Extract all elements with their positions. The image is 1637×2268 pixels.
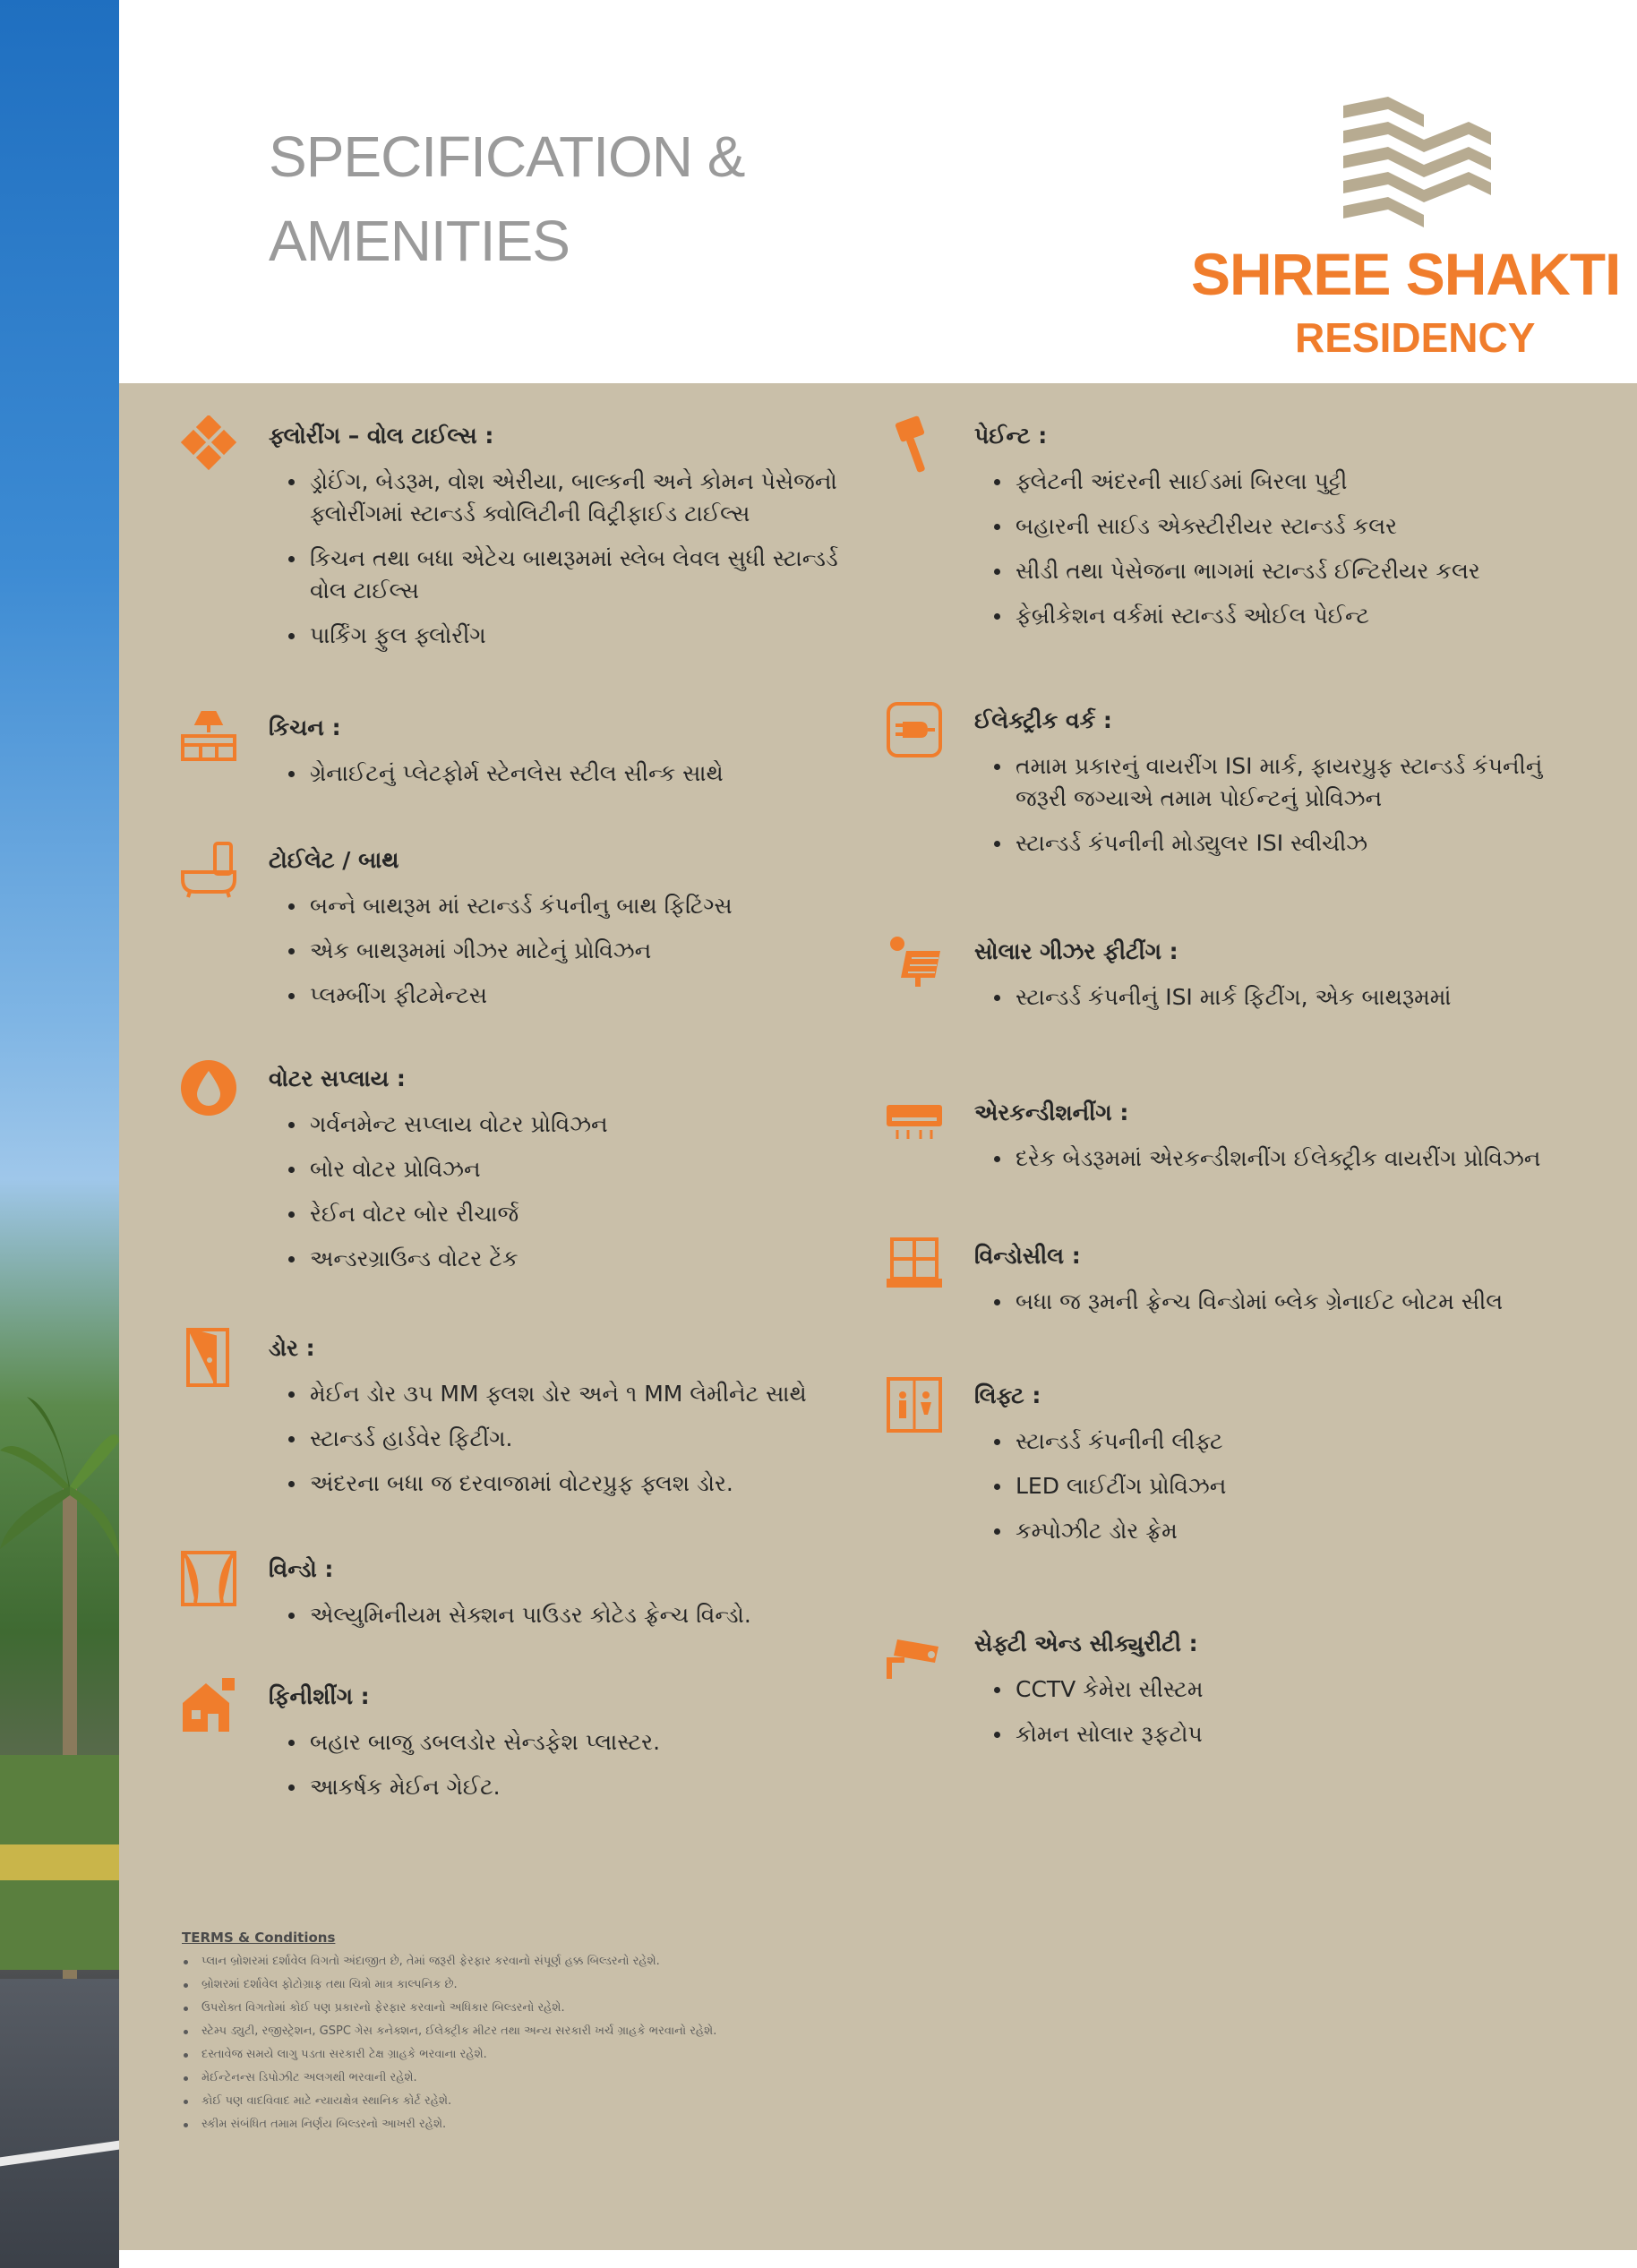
page-title [269,115,744,283]
spec-item-list [992,466,1547,645]
spec-section-title: ફ્લોરીંગ – વોલ ટાઈલ્સ : [269,423,494,449]
spec-item: પ્લમ્બીંગ ફીટમેન્ટસ [287,980,860,1012]
spec-item: ગ્રેનાઈટનું પ્લેટફોર્મ સ્ટેનલેસ સ્ટીલ સીન્ક સાથે [287,757,860,790]
terms-list [182,1953,1570,2134]
spec-item: LED લાઈટીંગ પ્રોવિઝન [992,1470,1547,1502]
spec-section-title: કિચન : [269,715,341,740]
water-drop-icon [179,1058,238,1117]
finishing-house-icon [179,1676,238,1735]
palm-tree-image [0,1379,119,2006]
spec-item-list [992,1673,1547,1763]
spec-item: ફ્લેટની અંદરની સાઈડમાં બિરલા પુટ્ટી [992,466,1547,498]
terms-item: પ્લાન બ્રોશરમાં દર્શાવેલ વિગતો અંદાજીત છે, તેમાં જરૂરી ફેરફાર કરવાનો સંપૂર્ણ હક્ક બિલ્ડરનો રહેશે. [182,1953,1570,1971]
spec-item: કિચન તથા બધા એટેચ બાથરૂમમાં સ્લેબ લેવલ સુધી સ્ટાન્ડર્ડ વોલ ટાઈલ્સ [287,543,860,607]
door-icon [179,1328,238,1387]
spec-section-title: ડોર : [269,1335,315,1361]
spec-section-title: એરકન્ડીશનીંગ : [974,1100,1129,1125]
spec-item: આકર્ષક મેઈન ગેઈટ. [287,1771,860,1803]
spec-item-list [992,1286,1547,1331]
terms-title: TERMS & Conditions [182,1930,336,1946]
spec-item: સીડી તથા પેસેજના ભાગમાં સ્ટાન્ડર્ડ ઈન્ટિરીયર કલર [992,555,1547,587]
spec-item: ડ્રોઈંગ, બેડરૂમ, વોશ એરીયા, બાલ્કની અને કોમન પેસેજનો ફ્લોરીંગમાં સ્ટાન્ડર્ડ ક્વોલિટીની વિટ્રીફાઈડ ટાઈલ્સ [287,466,860,530]
spec-item: CCTV કેમેરા સીસ્ટમ [992,1673,1547,1706]
bottom-border [119,2250,1637,2268]
window-sill-icon [885,1236,944,1295]
spec-section-title: સોલાર ગીઝર ફીટીંગ : [974,938,1178,964]
spec-item: એક બાથરૂમમાં ગીઝર માટેનું પ્રોવિઝન [287,935,860,967]
spec-item: સ્ટાન્ડર્ડ કંપનીની લીફ્ટ [992,1425,1547,1458]
spec-item: ગર્વનમેન્ટ સપ્લાય વોટર પ્રોવિઝન [287,1108,860,1141]
spec-item-list [287,1726,860,1816]
spec-section-title: લિફ્ટ : [974,1382,1041,1408]
spec-item: બોર વોટર પ્રોવિઝન [287,1153,860,1185]
terms-item: બ્રોશરમાં દર્શાવેલ ફોટોગ્રાફ તથા ચિત્રો માત્ર કાલ્પનિક છે. [182,1976,1570,1994]
spec-item: કોમન સોલાર રૂફટોપ [992,1718,1547,1750]
spec-section-title: સેફ્ટી એન્ડ સીક્યુરીટી : [974,1630,1198,1656]
bath-icon [179,840,238,899]
spec-item-list [992,981,1547,1026]
logo-name: SHREE SHAKTI [1191,241,1621,307]
spec-item: મેઈન ડોર ૩૫ MM ફ્લશ ડોર અને ૧ MM લેમીનેટ સાથે [287,1378,860,1410]
lift-icon [885,1375,944,1434]
kitchen-icon [179,707,238,766]
spec-section-title: ફિનીશીંગ : [269,1683,370,1709]
spec-item-list [287,757,860,802]
spec-item: રેઈન વોટર બોર રીચાર્જ [287,1198,860,1230]
spec-section-title: વિન્ડો : [269,1556,334,1582]
window-icon [179,1549,238,1608]
spec-item: બહાર બાજુ ડબલડોર સેન્ડફેશ પ્લાસ્ટર. [287,1726,860,1759]
spec-item-list [287,1378,860,1512]
spec-item-list [287,890,860,1024]
spec-item: સ્ટાન્ડર્ડ કંપનીનું ISI માર્ક ફિટીંગ, એક બાથરૂમમાં [992,981,1547,1014]
cctv-camera-icon [885,1623,944,1682]
flooring-tiles-icon [179,415,238,475]
spec-item: ફેબ્રીકેશન વર્કમાં સ્ટાન્ડર્ડ ઓઈલ પેઈન્ટ [992,600,1547,632]
spec-section-title: વિન્ડોસીલ : [974,1243,1081,1269]
terms-item: દસ્તાવેજ સમયે લાગુ પડતા સરકારી ટેક્ષ ગ્રાહકે ભરવાના રહેશે. [182,2046,1570,2064]
page-title-line-2: AMENITIES [269,209,570,273]
spec-item: કમ્પોઝીટ ડોર ફ્રેમ [992,1515,1547,1547]
logo-chevron-mark-icon [1334,97,1496,231]
spec-item: પાર્કિંગ ફુલ ફ્લોરીંગ [287,620,860,652]
spec-section-title: વોટર સપ્લાય : [269,1066,406,1091]
spec-item: સ્ટાન્ડર્ડ હાર્ડવેર ફિટીંગ. [287,1423,860,1455]
road-image [0,1979,119,2268]
solar-geyser-icon [885,931,944,990]
paint-brush-icon [885,415,944,475]
terms-and-conditions [182,1930,1570,2139]
terms-item: સ્ટેમ્પ ડ્યુટી, રજીસ્ટ્રેશન, GSPC ગેસ કનેક્શન, ઈલેક્ટ્રીક મીટર તથા અન્ય સરકારી ખર્ચ ગ્રાહકે ભરવાનો રહેશે. [182,2023,1570,2041]
spec-section-title: ટોઈલેટ / બાથ [269,847,399,873]
spec-item: અંદરના બધા જ દરવાજામાં વોટરપ્રુફ ફ્લશ ડોર. [287,1468,860,1500]
spec-item-list [287,1108,860,1288]
spec-item: બધા જ રૂમની ફ્રેન્ચ વિન્ડોમાં બ્લેક ગ્રેનાઈટ બોટમ સીલ [992,1286,1547,1318]
electric-plug-icon [885,700,944,759]
spec-item-list [992,1425,1547,1560]
spec-item-list [992,750,1547,872]
spec-item: એલ્યુમિનીયમ સેક્શન પાઉડર કોટેડ ફ્રેન્ચ વિન્ડો. [287,1599,860,1631]
spec-item: બહારની સાઈડ એક્સ્ટીરીયર સ્ટાન્ડર્ડ કલર [992,510,1547,543]
page-title-line-1: SPECIFICATION & [269,124,745,189]
spec-section-title: ઈલેક્ટ્રીક વર્ક : [974,707,1112,733]
spec-item: અન્ડરગ્રાઉન્ડ વોટર ટેંક [287,1243,860,1275]
spec-item: તમામ પ્રકારનું વાયરીંગ ISI માર્ક, ફાયરપ્રુફ સ્ટાન્ડર્ડ કંપનીનું જરૂરી જગ્યાએ તમામ પોઈન્ટનું પ્રોવિઝન [992,750,1547,815]
background-photo-strip [0,0,119,2268]
spec-item: બન્ને બાથરૂમ માં સ્ટાન્ડર્ડ કંપનીનુ બાથ ફિટિંગ્સ [287,890,860,922]
spec-item-list [287,466,860,664]
air-conditioner-icon [885,1092,944,1151]
terms-item: ઉપરોક્ત વિગતોમાં કોઈ પણ પ્રકારનો ફેરફાર કરવાનો અધિકાર બિલ્ડરનો રહેશે. [182,1999,1570,2017]
spec-item-list [992,1143,1547,1187]
spec-item-list [287,1599,860,1644]
spec-item: સ્ટાન્ડર્ડ કંપનીની મોડ્યુલર ISI સ્વીચીઝ [992,827,1547,860]
spec-section-title: પેઈન્ટ : [974,423,1048,449]
terms-item: મેઈન્ટેનન્સ ડિપોઝીટ અલગથી ભરવાની રહેશે. [182,2069,1570,2087]
terms-item: કોઈ પણ વાદવિવાદ માટે ન્યાયક્ષેત્ર સ્થાનિક કોર્ટ રહેશે. [182,2093,1570,2110]
spec-item: દરેક બેડરૂમમાં એરકન્ડીશનીંગ ઈલેક્ટ્રીક વાયરીંગ પ્રોવિઝન [992,1143,1547,1175]
brand-logo [1182,97,1637,365]
logo-subtitle: RESIDENCY [1295,314,1536,361]
terms-item: સ્કીમ સંબંધિત તમામ નિર્ણય બિલ્ડરનો આખરી રહેશે. [182,2116,1570,2134]
